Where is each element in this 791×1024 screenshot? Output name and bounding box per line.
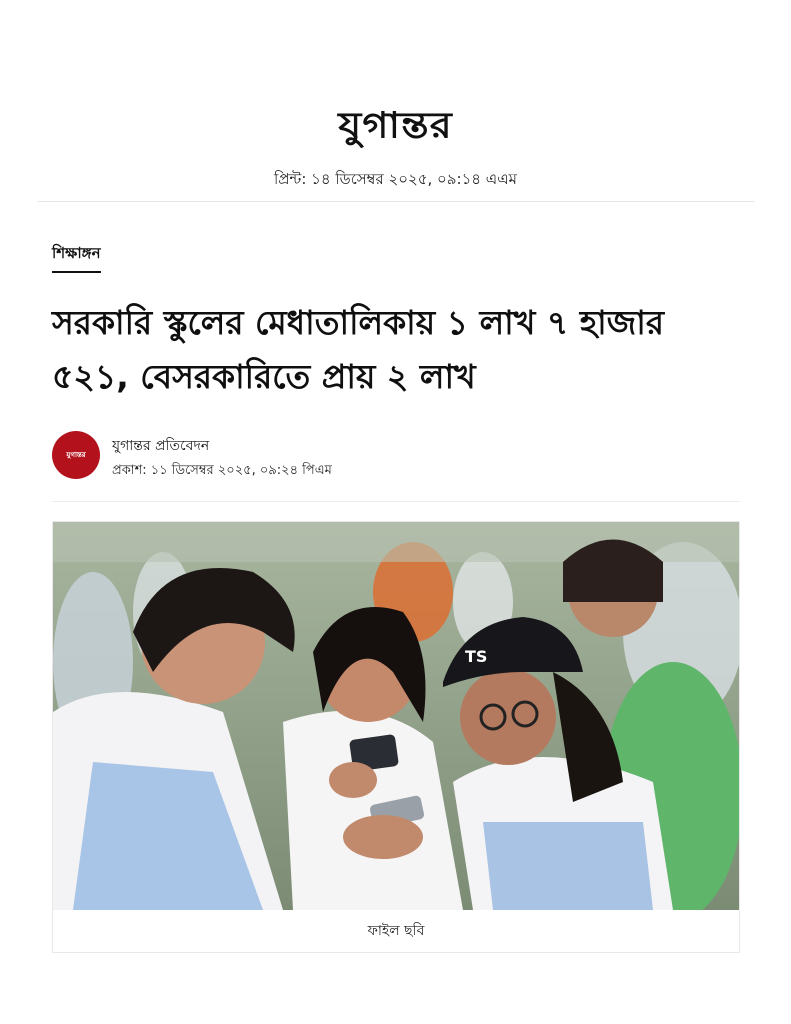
avatar-logo-text: যুগান্তর xyxy=(66,450,86,459)
headline: সরকারি স্কুলের মেধাতালিকায় ১ লাখ ৭ হাজার ৫২১, বেসরকারিতে প্রায় ২ লাখ xyxy=(52,303,664,396)
print-date: প্রিন্ট: ১৪ ডিসেম্বর ২০২৫, ০৯:১৪ এএম xyxy=(274,170,517,188)
author-name: যুগান্তর প্রতিবেদন xyxy=(112,438,210,454)
divider xyxy=(52,501,740,502)
divider xyxy=(38,201,754,202)
cap-logo-text: TS xyxy=(465,647,488,666)
students-photo-illustration xyxy=(53,522,739,910)
published-date: প্রকাশ: ১১ ডিসেম্বর ২০২৫, ০৯:২৪ পিএম xyxy=(112,463,332,478)
author-avatar xyxy=(52,431,100,479)
photo-caption: ফাইল ছবি xyxy=(367,923,425,939)
logo-text: যুগান্তর xyxy=(338,104,453,147)
article-figure xyxy=(52,521,740,953)
logo[interactable] xyxy=(0,100,791,152)
category-link[interactable]: শিক্ষাঙ্গন xyxy=(52,242,101,273)
article-photo xyxy=(53,522,739,910)
